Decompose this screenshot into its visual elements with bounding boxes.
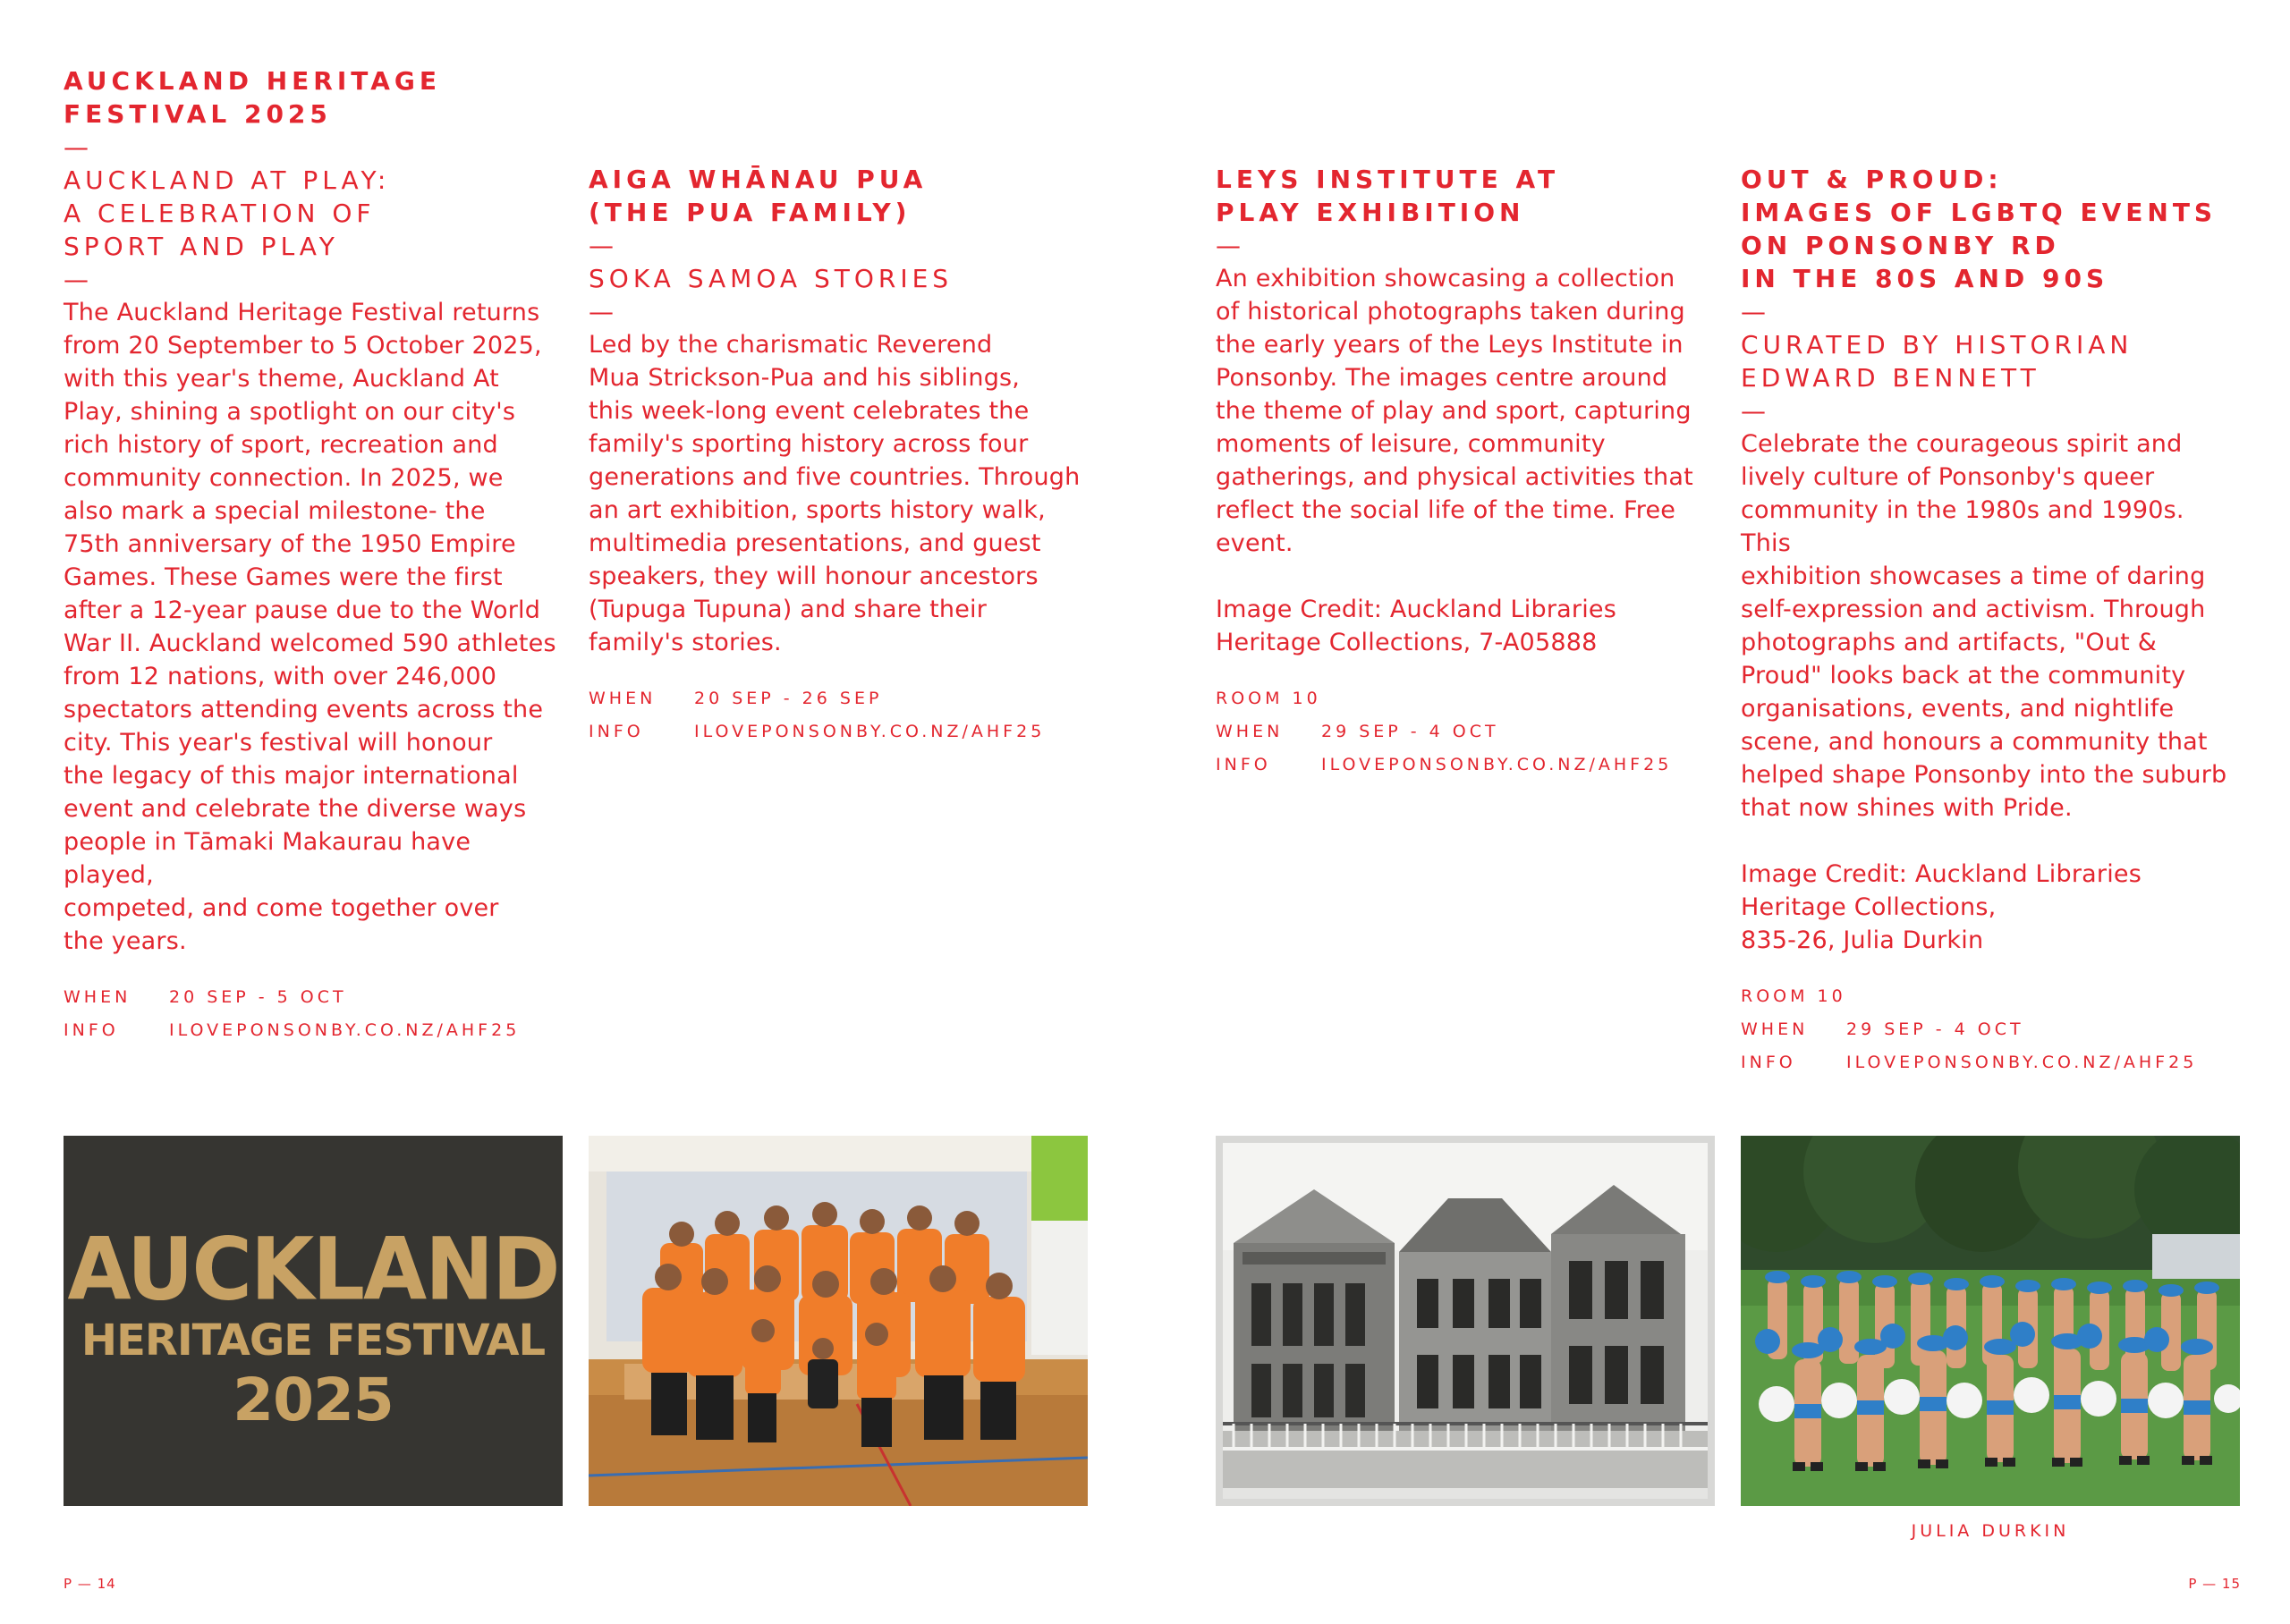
article-body: Celebrate the courageous spirit and lively culture of Ponsonby's queer community in the 1980s and 1990s. This exhibition showcases a time of daring self-expression and activism. Through photographs and artifacts, "Out & Proud" looks back at the community organisations, events, and nightlife scene, and honours a community that helped shape Ponsonby into the suburb that now shines with Pride. Image Credit: Auckland Libraries Heritage Collections, 835-26, Julia Durkin: [1741, 430, 2227, 954]
pua-family-photo: [589, 1136, 1088, 1506]
page-number-right: P — 15: [2188, 1576, 2241, 1592]
meta-value: 29 SEP - 4 OCT: [1846, 1019, 2024, 1039]
meta-room: [1216, 682, 1717, 715]
article-title: AUCKLAND AT PLAY: A CELEBRATION OF SPORT AND PLAY: [64, 165, 391, 261]
meta-label: WHEN: [1741, 1019, 1809, 1039]
article-body: The Auckland Heritage Festival returns from 20 September to 5 October 2025, with this year's theme, Auckland At Play, shining a spotlight on our city's rich history of sport, recreation and community connection. In 2025, we also mark a special milestone- the 75th anniversary of the 1950 Empire Games. These Games were the first after a 12-year pause due to the World War II. Auckland welcomed 590 athletes from 12 nations, with over 246,000 spectators attending events across the city. This year's festival will honour the legacy of this major international event and celebrate the diverse ways people in Tāmaki Makaurau have played, competed, and come together over the years.: [64, 299, 556, 955]
article-out-and-proud: [1741, 163, 2242, 1079]
meta-label: INFO: [1216, 755, 1271, 774]
photo-caption: JULIA DURKIN: [1911, 1521, 2070, 1541]
article-title: LEYS INSTITUTE AT PLAY EXHIBITION: [1216, 165, 1560, 227]
meta-when: [1216, 715, 1717, 749]
meta-info: [64, 1014, 564, 1047]
meta-info: [1216, 749, 1717, 782]
meta-when: [1741, 1013, 2242, 1046]
meta-when: [589, 682, 1090, 715]
event-meta: [1216, 682, 1717, 782]
logo-line-year: 2025: [233, 1366, 394, 1434]
meta-value: 20 SEP - 26 SEP: [694, 689, 883, 708]
family-photo-illustration: [589, 1136, 1088, 1506]
article-title: AIGA WHĀNAU PUA (THE PUA FAMILY): [589, 165, 928, 227]
article-subtitle: CURATED BY HISTORIAN EDWARD BENNETT: [1741, 330, 2133, 393]
info-link[interactable]: ILOVEPONSONBY.CO.NZ/AHF25: [169, 1020, 521, 1040]
info-link[interactable]: ILOVEPONSONBY.CO.NZ/AHF25: [1846, 1053, 2198, 1072]
meta-label: ROOM 10: [1216, 689, 1321, 708]
out-and-proud-photo: [1741, 1136, 2240, 1506]
meta-info: [589, 715, 1090, 749]
leys-institute-photo: [1216, 1136, 1715, 1506]
meta-label: INFO: [1741, 1053, 1796, 1072]
meta-value: 29 SEP - 4 OCT: [1321, 722, 1499, 741]
article-body: Led by the charismatic Reverend Mua Strickson-Pua and his siblings, this week-long event celebrates the family's sporting history across four generations and five countries. Through an art exhibition, sports history walk, multimedia presentations, and guest speakers, they will honour ancestors (Tupuga Tupuna) and share their family's stories.: [589, 331, 1081, 656]
dash-divider: —: [1741, 396, 1766, 426]
meta-label: WHEN: [1216, 722, 1284, 741]
dash-divider: —: [589, 297, 614, 326]
article-heritage-festival: [64, 64, 564, 1047]
article-leys-institute: [1216, 163, 1717, 782]
article-body: An exhibition showcasing a collection of historical photographs taken during the early years of the Leys Institute in Ponsonby. The images centre around the theme of play and sport, capturing moments of leisure, community gatherings, and physical activities that reflect the social life of the time. Free event. Image Credit: Auckland Libraries Heritage Collections, 7-A05888: [1216, 265, 1693, 656]
meta-when: [64, 981, 564, 1014]
event-meta: [64, 981, 564, 1047]
dash-divider: —: [1216, 231, 1241, 260]
parade-photo-illustration: [1741, 1136, 2240, 1506]
meta-label: INFO: [64, 1020, 119, 1040]
article-subtitle: SOKA SAMOA STORIES: [589, 264, 954, 293]
dash-divider: —: [1741, 297, 1766, 326]
info-link[interactable]: ILOVEPONSONBY.CO.NZ/AHF25: [1321, 755, 1673, 774]
article-title: OUT & PROUD: IMAGES OF LGBTQ EVENTS ON PONSONBY RD IN THE 80S AND 90S: [1741, 165, 2218, 293]
article-pua-family: [589, 163, 1090, 749]
dash-divider: —: [64, 265, 89, 294]
festival-logo-image: [64, 1136, 563, 1506]
section-eyebrow: AUCKLAND HERITAGE FESTIVAL 2025: [64, 66, 441, 129]
building-photo-illustration: [1216, 1136, 1715, 1506]
meta-label: INFO: [589, 722, 644, 741]
event-meta: [1741, 980, 2242, 1079]
meta-value: 20 SEP - 5 OCT: [169, 987, 347, 1007]
logo-line-auckland: AUCKLAND: [67, 1219, 559, 1320]
page-number-left: P — 14: [64, 1576, 116, 1592]
event-meta: [589, 682, 1090, 749]
dash-divider: —: [64, 132, 89, 162]
meta-label: WHEN: [589, 689, 657, 708]
logo-line-heritage: HERITAGE FESTIVAL: [81, 1315, 546, 1366]
meta-label: ROOM 10: [1741, 986, 1846, 1006]
meta-room: [1741, 980, 2242, 1013]
info-link[interactable]: ILOVEPONSONBY.CO.NZ/AHF25: [694, 722, 1046, 741]
meta-label: WHEN: [64, 987, 131, 1007]
meta-info: [1741, 1046, 2242, 1079]
dash-divider: —: [589, 231, 614, 260]
